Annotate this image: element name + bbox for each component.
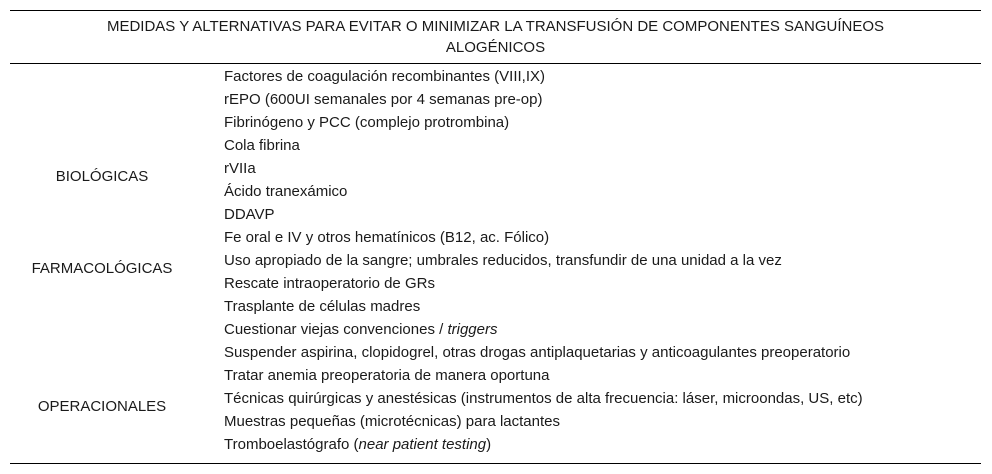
table-title: MEDIDAS Y ALTERNATIVAS PARA EVITAR O MINIMIZAR LA TRANSFUSIÓN DE COMPONENTES SANGUÍNEOS ALOGÉNICOS xyxy=(106,18,885,56)
list-item: Uso apropiado de la sangre; umbrales reducidos, transfundir de una unidad a la vez xyxy=(224,252,782,269)
category-farmacologicas: FARMACOLÓGICAS xyxy=(31,260,173,277)
list-item: Cuestionar viejas convenciones / triggers xyxy=(224,321,498,338)
alternatives-table xyxy=(10,10,981,464)
list-item: Fibrinógeno y PCC (complejo protrombina) xyxy=(224,114,510,131)
category-biologicas: BIOLÓGICAS xyxy=(55,168,149,185)
list-item: Rescate intraoperatorio de GRs xyxy=(224,275,435,292)
list-item: rEPO (600UI semanales por 4 semanas pre-op) xyxy=(224,91,543,108)
category-operacionales: OPERACIONALES xyxy=(37,398,167,415)
list-item: Técnicas quirúrgicas y anestésicas (instrumentos de alta frecuencia: láser, microondas, US, etc) xyxy=(224,390,863,407)
list-item: Tratar anemia preoperatoria de manera oportuna xyxy=(224,367,550,384)
list-item: Muestras pequeñas (microtécnicas) para lactantes xyxy=(224,413,560,430)
list-item: Tromboelastógrafo (near patient testing) xyxy=(224,436,492,453)
list-item: Trasplante de células madres xyxy=(224,298,421,315)
list-item: Fe oral e IV y otros hematínicos (B12, ac. Fólico) xyxy=(224,229,550,246)
table-body xyxy=(10,64,981,464)
list-item: Cola fibrina xyxy=(224,137,300,154)
list-item: Factores de coagulación recombinantes (VIII,IX) xyxy=(224,68,545,85)
list-item: Ácido tranexámico xyxy=(224,183,348,200)
list-item: Suspender aspirina, clopidogrel, otras drogas antiplaquetarias y anticoagulantes preoperatorio xyxy=(224,344,851,361)
list-item: rVIIa xyxy=(224,160,256,177)
table-header xyxy=(10,10,981,64)
measures-list xyxy=(224,65,863,456)
list-item: DDAVP xyxy=(224,206,275,223)
